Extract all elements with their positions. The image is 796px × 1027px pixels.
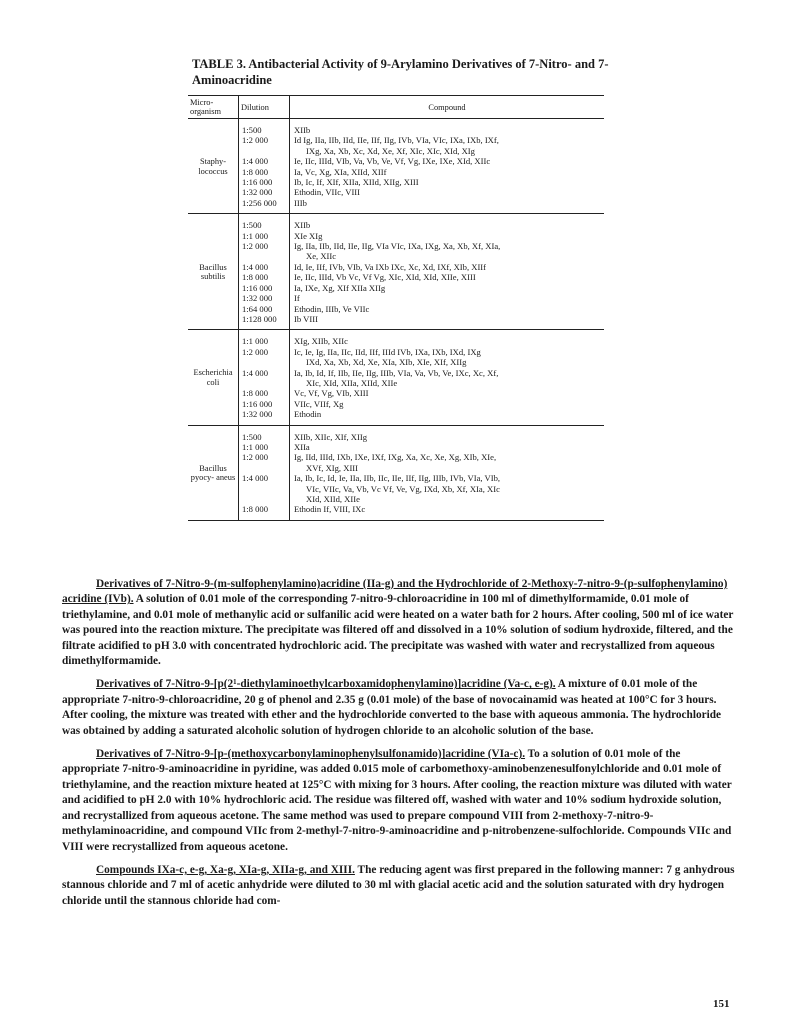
compound-list: XId, XIId, XIIe <box>306 494 360 504</box>
header-organism: Micro- organism <box>188 96 239 119</box>
dilution-value: 1:32 000 <box>242 293 273 304</box>
compound-list: Ethodin If, VIII, IXc <box>294 504 366 515</box>
compound-list: Ia, Ib, Id, If, IIb, IIe, IIg, IIIb, VIa, Va, Vb, Ve, IXc, Xc, Xf, <box>294 367 499 378</box>
paragraph-text: To a solution of 0.01 mole of the appropriate 7-nitro-9-aminoacridine in pyridine, was added 0.015 mole of carbomethoxy-aminobenzenesulfonylchloride and 0.01 mole of triethylamine, and the reaction mixture heated at 125°C with mixing for 3 hours. After cooling, the reaction mixture was diluted with water and acidified to pH 2.0 with 10% hydrochloric acid. The residue was filtered off, washed with water and 10% sodium hydroxide solution, and recrystallized from aqueous acetone. The same method was used to prepare compound VIII from 2-methoxy-7-nitro-9-methylaminoacridine, and compound VIIc from 2-methyl-7-nitro-9-aminoacridine and p-nitrobenzene-sulfochloride. Compounds VIIc and VIII were recrystallized from aqueous acetone. <box>62 748 732 853</box>
compound-cell <box>290 330 605 425</box>
compound-list: Ig, IIa, IIb, IId, IIe, IIg, VIa VIc, IXa, IXg, Xa, Xb, Xf, XIa, <box>294 241 501 252</box>
compound-list: IXd, Xa, Xb, Xd, Xe, XIa, XIb, XIe, XIf, XIIg <box>306 357 467 368</box>
dilution-value: 1:2 000 <box>242 135 269 146</box>
compound-list: Xe, XIIc <box>306 251 337 262</box>
dilution-value: 1:500 <box>242 220 262 231</box>
compound-cell <box>290 425 605 520</box>
compound-list: XIc, XId, XIIa, XIId, XIIe <box>306 377 398 388</box>
dilution-value: 1:8 000 <box>242 272 269 283</box>
paragraph-heading: Derivatives of 7-Nitro-9-(m-sulfophenylamino)acridine (IIa-g) and the Hydrochloride of 2-Methoxy-7-nitro-9-(p-sulfophenylamino) acridine (IVb). <box>62 578 728 606</box>
paragraph-text: A mixture of 0.01 mole of the appropriate 7-nitro-9-chloroacridine, 20 g of phenol and 2.35 g (0.01 mole) of the base of novocainamid was heated at 100°C for 3 hours. After cooling, the mixture was treated with ether and the hydrochloride converted to the base with aqueous ammonia. The hydrochloride was obtained by adding a saturated alcoholic solution of hydrogen chloride to an alcoholic solution of the base. <box>62 678 722 737</box>
paragraph <box>62 863 738 909</box>
dilution-cell <box>239 214 290 330</box>
compound-list: Vc, Vf, Vg, VIb, XIII <box>294 388 369 399</box>
organism-cell: Escherichia coli <box>188 330 239 425</box>
compound-list: Ethodin, IIIb, Ve VIIc <box>294 303 370 314</box>
body-text <box>62 577 738 917</box>
table-caption: TABLE 3. Antibacterial Activity of 9-Arylamino Derivatives of 7-Nitro- and 7-Aminoacridine <box>192 57 609 87</box>
dilution-value <box>242 146 286 156</box>
dilution-value: 1:500 <box>242 125 262 135</box>
dilution-value <box>242 494 286 504</box>
compound-list: Ethodin, VIIc, VIII <box>294 187 361 198</box>
compound-list: Ib VIII <box>294 313 318 324</box>
dilution-value: 1:8 000 <box>242 166 269 177</box>
organism-cell: Staphy- lococcus <box>188 119 239 214</box>
dilution-value <box>242 484 286 494</box>
compound-list: Ia, Vc, Xg, XIa, XIId, XIIf <box>294 166 387 177</box>
compound-list: Ia, Ib, Ic, Id, Ie, IIa, IIb, IIc, IIe, IIf, IIg, IIIb, IVb, VIa, VIb, <box>294 473 501 484</box>
dilution-value: 1:500 <box>242 431 262 442</box>
dilution-value: 1:64 000 <box>242 303 273 314</box>
dilution-value: 1:4 000 <box>242 156 269 167</box>
compound-list: Ic, Ie, Ig, IIa, IIc, IId, IIf, IIId IVb, IXa, IXb, IXd, IXg <box>294 346 481 357</box>
table-row <box>188 330 604 425</box>
dilution-value <box>242 463 286 473</box>
table-row <box>188 425 604 520</box>
compound-list: VIIc, VIIf, Xg <box>294 398 344 409</box>
paragraph <box>62 577 738 669</box>
dilution-value: 1:1 000 <box>242 336 269 347</box>
dilution-value: 1:16 000 <box>242 398 273 409</box>
dilution-cell <box>239 425 290 520</box>
header-dilution: Dilution <box>239 96 290 119</box>
dilution-value: 1:1 000 <box>242 441 269 452</box>
compound-cell <box>290 214 605 330</box>
table-body <box>188 119 604 521</box>
compound-list: XIIb <box>294 220 311 231</box>
compound-list: If <box>294 293 300 304</box>
paragraph-text: A solution of 0.01 mole of the corresponding 7-nitro-9-chloroacridine in 100 ml of dimethylformamide, 0.01 mole of triethylamine, and 0.01 mole of methanylic acid or sulfanilic acid were heated on a water bath for 2 hours. After cooling, 500 ml of ice water was poured into the reaction mixture. The precipitate was filtered off and dissolved in a 10% solution of sodium hydroxide, filtered, and the filtrate acidified to pH 3.0 with concentrated hydrochloric acid. The precipitate was washed with water and recrystallized from aqueous dimethylformamide. <box>62 593 734 668</box>
compound-list: Ie, IIc, IIId, Vb Vc, Vf Vg, XIc, XId, XId, XIIe, XIII <box>294 272 476 283</box>
dilution-value: 1:16 000 <box>242 177 273 188</box>
dilution-value <box>242 378 286 388</box>
dilution-value: 1:16 000 <box>242 282 273 293</box>
dilution-cell <box>239 119 290 214</box>
organism-cell: Bacillus subtilis <box>188 214 239 330</box>
dilution-value: 1:8 000 <box>242 388 269 399</box>
compound-list: Id, Ie, IIf, IVb, VIb, Va IXb IXc, Xc, Xd, IXf, XIb, XIIf <box>294 261 487 272</box>
paragraph <box>62 677 738 739</box>
dilution-value <box>242 357 286 367</box>
table-row <box>188 119 604 214</box>
paragraph-heading: Derivatives of 7-Nitro-9-[p(2¹-diethylaminoethylcarboxamidophenylamino)]acridine (Va-c, e-g). <box>96 678 556 691</box>
dilution-value: 1:1 000 <box>242 230 269 241</box>
dilution-value: 1:8 000 <box>242 504 269 515</box>
compound-list: Ig, IId, IIId, IXb, IXe, IXf, IXg, Xa, Xc, Xe, Xg, XIb, XIe, <box>294 452 497 463</box>
paragraph-text: The reducing agent was first prepared in the following manner: 7 g anhydrous stannous chloride and 7 ml of acetic anhydride were diluted to 30 ml with glacial acetic acid and the solution saturated with dry hydrogen chloride until the stannous chloride had com- <box>62 863 735 907</box>
page-number: 151 <box>713 998 730 1010</box>
compound-list: Ib, Ic, If, XIf, XIIa, XIId, XIIg, XIII <box>294 177 419 188</box>
compound-list: XIIb, XIIc, XIf, XIIg <box>294 431 368 442</box>
dilution-value: 1:2 000 <box>242 452 269 463</box>
header-compound: Compound <box>290 96 605 119</box>
antibacterial-activity-table <box>188 95 604 521</box>
paragraph-heading: Compounds IXa-c, e-g, Xa-g, XIa-g, XIIa-g, and XIII. <box>96 863 355 876</box>
dilution-value: 1:4 000 <box>242 367 269 378</box>
compound-list: VIc, VIIc, Va, Vb, Vc Vf, Ve, Vg, IXd, Xb, Xf, XIa, XIc <box>306 483 500 494</box>
paragraph <box>62 747 738 855</box>
compound-cell <box>290 119 605 214</box>
dilution-value: 1:2 000 <box>242 241 269 252</box>
dilution-value: 1:256 000 <box>242 197 277 208</box>
organism-cell: Bacillus pyocy- aneus <box>188 425 239 520</box>
compound-list: Ie, IIc, IIId, VIb, Va, Vb, Ve, Vf, Vg, IXe, IXe, XId, XIIc <box>294 156 491 167</box>
dilution-value: 1:32 000 <box>242 187 273 198</box>
paragraph-heading: Derivatives of 7-Nitro-9-[p-(methoxycarbonylaminophenylsulfonamido)]acridine (VIa-c). <box>96 748 526 761</box>
compound-list: XIIb <box>294 125 311 135</box>
compound-list: IIIb <box>294 197 307 208</box>
compound-list: IXg, Xa, Xb, Xc, Xd, Xe, Xf, XIc, XIc, XId, XIg <box>306 145 475 156</box>
dilution-value: 1:4 000 <box>242 473 269 484</box>
compound-list: XIIa <box>294 441 310 452</box>
dilution-value: 1:2 000 <box>242 346 269 357</box>
compound-list: Id Ig, IIa, IIb, IId, IIe, IIf, IIg, IVb, VIa, VIc, IXa, IXb, IXf, <box>294 135 499 146</box>
compound-list: XIg, XIIb, XIIc <box>294 336 348 347</box>
compound-list: Ethodin <box>294 409 322 420</box>
dilution-value: 1:32 000 <box>242 409 273 420</box>
dilution-value: 1:4 000 <box>242 261 269 272</box>
table-row <box>188 214 604 330</box>
dilution-value <box>242 251 286 261</box>
dilution-value: 1:128 000 <box>242 313 277 324</box>
compound-list: XVf, XIg, XIII <box>306 462 359 473</box>
compound-list: XIe XIg <box>294 230 323 241</box>
dilution-cell <box>239 330 290 425</box>
compound-list: Ia, IXe, Xg, XIf XIIa XIIg <box>294 282 386 293</box>
